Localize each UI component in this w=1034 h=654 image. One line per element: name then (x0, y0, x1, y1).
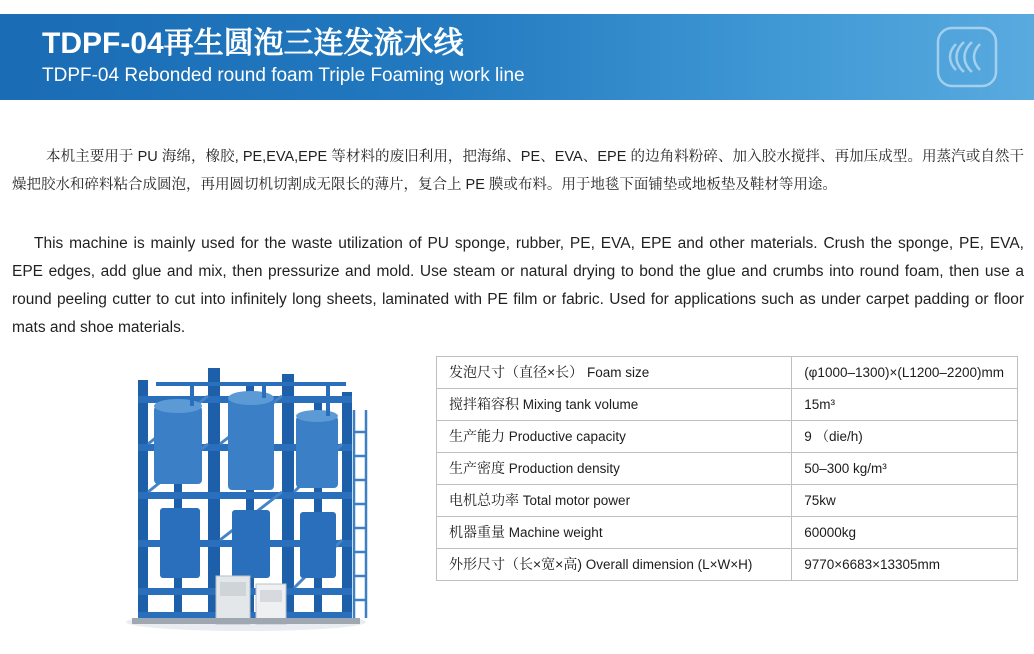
spec-label-chinese: 电机总功率 (449, 492, 519, 508)
spec-label-chinese: 机器重量 (449, 524, 505, 540)
page-title-english: TDPF-04 Rebonded round foam Triple Foaming work line (42, 65, 525, 86)
layered-rings-logo-icon (936, 26, 998, 88)
table-row (437, 549, 1018, 581)
spec-label-chinese: 生产能力 (449, 428, 505, 444)
page-header-banner (0, 14, 1034, 100)
description-paragraph-english: This machine is mainly used for the waste utilization of PU sponge, rubber, PE, EVA, EPE and other materials. Crush the sponge, PE, EVA, EPE edges, add glue and mix, then pressurize and mold. Use steam or natural drying to bond the glue and crumbs into round foam, then use a round peeling cutter to cut into infinitely long sheets, laminated with PE film or fabric. Used for applications such as under carpet padding or floor mats and shoe materials. (12, 234, 1024, 336)
table-row (437, 421, 1018, 453)
spec-label-english: Mixing tank volume (522, 397, 639, 412)
specification-table-body (437, 357, 1018, 581)
spec-label-cell (437, 485, 792, 517)
spec-label-english: Production density (508, 461, 620, 476)
table-row (437, 357, 1018, 389)
table-row (437, 517, 1018, 549)
spec-value-cell: (φ1000–1300)×(L1200–2200)mm (792, 357, 1018, 389)
spec-label-chinese: 搅拌箱容积 (449, 396, 519, 412)
spec-label-chinese: 外形尺寸（长×宽×高) (449, 556, 583, 572)
spec-label-english: Total motor power (522, 493, 631, 508)
spec-label-english: Overall dimension (L×W×H) (585, 557, 753, 572)
description-paragraph-chinese: 本机主要用于 PU 海绵，橡胶, PE,EVA,EPE 等材料的废旧利用，把海绵、PE、EVA、EPE 的边角料粉碎、加入胶水搅拌、再加压成型。用蒸汽或自然干燥把胶水和碎料粘合成圆泡，再用圆切机切割成无限长的薄片，复合上 PE 膜或布料。用于地毯下面铺垫或地板垫及鞋材等用途。 (12, 148, 1024, 193)
spec-value-cell: 15m³ (792, 389, 1018, 421)
spec-value-cell: 9770×6683×13305mm (792, 549, 1018, 581)
spec-label-english: Foam size (586, 365, 650, 380)
spec-label-cell (437, 549, 792, 581)
table-row (437, 485, 1018, 517)
spec-label-english: Machine weight (508, 525, 603, 540)
spec-value-cell: 9 （die/h) (792, 421, 1018, 453)
spec-value-cell: 60000kg (792, 517, 1018, 549)
spec-label-cell (437, 517, 792, 549)
spec-label-cell (437, 453, 792, 485)
spec-label-cell (437, 357, 792, 389)
machine-photo (96, 340, 396, 640)
spec-label-english: Productive capacity (508, 429, 626, 444)
spec-label-cell (437, 389, 792, 421)
table-row (437, 453, 1018, 485)
specification-table (436, 356, 1018, 581)
header-text-group (0, 26, 525, 88)
spec-label-chinese: 发泡尺寸（直径×长） (449, 364, 584, 380)
spec-value-cell: 50–300 kg/m³ (792, 453, 1018, 485)
spec-label-chinese: 生产密度 (449, 460, 505, 476)
table-row (437, 389, 1018, 421)
spec-label-cell (437, 421, 792, 453)
page-title-chinese: TDPF-04再生圆泡三连发流水线 (42, 27, 464, 60)
spec-value-cell: 75kw (792, 485, 1018, 517)
